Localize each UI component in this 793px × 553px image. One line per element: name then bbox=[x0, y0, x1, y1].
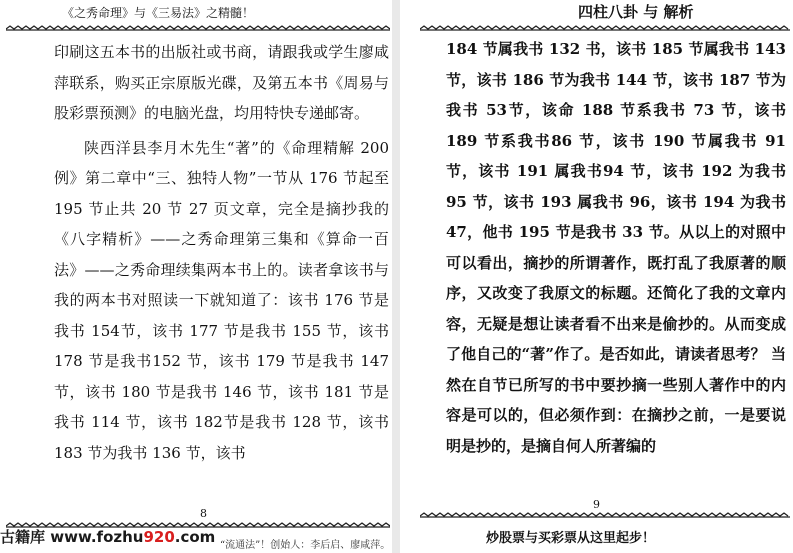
right-page-header: 四柱八卦 与 解析 bbox=[578, 3, 694, 21]
watermark-part-4: .com bbox=[174, 528, 216, 546]
left-paragraph-1: 印刷这五本书的出版社或书商，请跟我或学生廖咸萍联系，购买正宗原版光碟，及第五本书《周易与股彩票预测》的电脑光盘，均用特快专递邮寄。 bbox=[54, 43, 389, 122]
right-body-text bbox=[446, 34, 786, 461]
right-header-ornament-rule bbox=[420, 25, 790, 33]
left-page-footer: “流通法”！创始人：李后启、廖咸萍。 bbox=[220, 540, 391, 551]
watermark-part-2: www.fozhu bbox=[45, 528, 144, 546]
left-page-header: 《之秀命理》与《三易法》之精髓！ bbox=[62, 6, 255, 20]
right-page-number: 9 bbox=[593, 498, 600, 511]
watermark-logo bbox=[0, 526, 216, 550]
right-page bbox=[400, 0, 793, 553]
left-header-ornament-rule bbox=[6, 25, 390, 33]
book-gutter bbox=[392, 0, 400, 553]
right-page-footer: 炒股票与买彩票从这里起步！ bbox=[486, 531, 656, 546]
right-footer-ornament-rule bbox=[420, 512, 790, 520]
left-page bbox=[0, 0, 392, 553]
watermark-part-1: 古籍库 bbox=[0, 528, 46, 546]
left-paragraph-2: 陕西洋县李月木先生“著”的《命理精解 200例》第二章中“三、独特人物”一节从 176 节起至195 节止共 20 节 27 页文章，完全是摘抄我的《八字精析》——之秀命理第三集和《算命一百法》——之秀命理续集两本书上的。读者拿该书与我的两本书对照读一下就知道了：该书 176 节是我书 154节，该书 177 节是我书 155 节，该书 178 节是我书152 节，该书 179 节是我书 147 节，该书 180 节是我书 146 节，该书 181 节是我书 114 节，该书 182节是我书 128 节，该书 183 节为我书 136 节，该书 bbox=[54, 138, 389, 462]
left-page-number: 8 bbox=[200, 507, 207, 520]
watermark-part-3: 920 bbox=[143, 528, 175, 546]
right-paragraph-1: 184 节属我书 132 书，该书 185 节属我书 143 节，该书 186 节为我书 144 节，该书 187 节为我书 53节，该命 188 节系我书 73 节，该书 189 节系我书86 节，该书 190 节属我书 91 节，该书 191 属我书94 节，该书 192 为我书 95 节，该书 193 属我书 96，该书 194 为我书 47，他书 195 节是我书 33 节。从以上的对照中可以看出，摘抄的所谓著作，既打乱了我原著的顺序，又改变了我原文的标题。还简化了我的文章内容，无疑是想让读者看不出来是偷抄的。从而变成了他自己的“著”作了。是否如此，请读者思考？ 当然在自节已所写的书中要抄摘一些别人著作中的内容是可以的，但必须作到：在摘抄之前，一是要说明是抄的，是摘自何人所著编的 bbox=[446, 40, 786, 455]
left-body-text bbox=[54, 37, 389, 468]
